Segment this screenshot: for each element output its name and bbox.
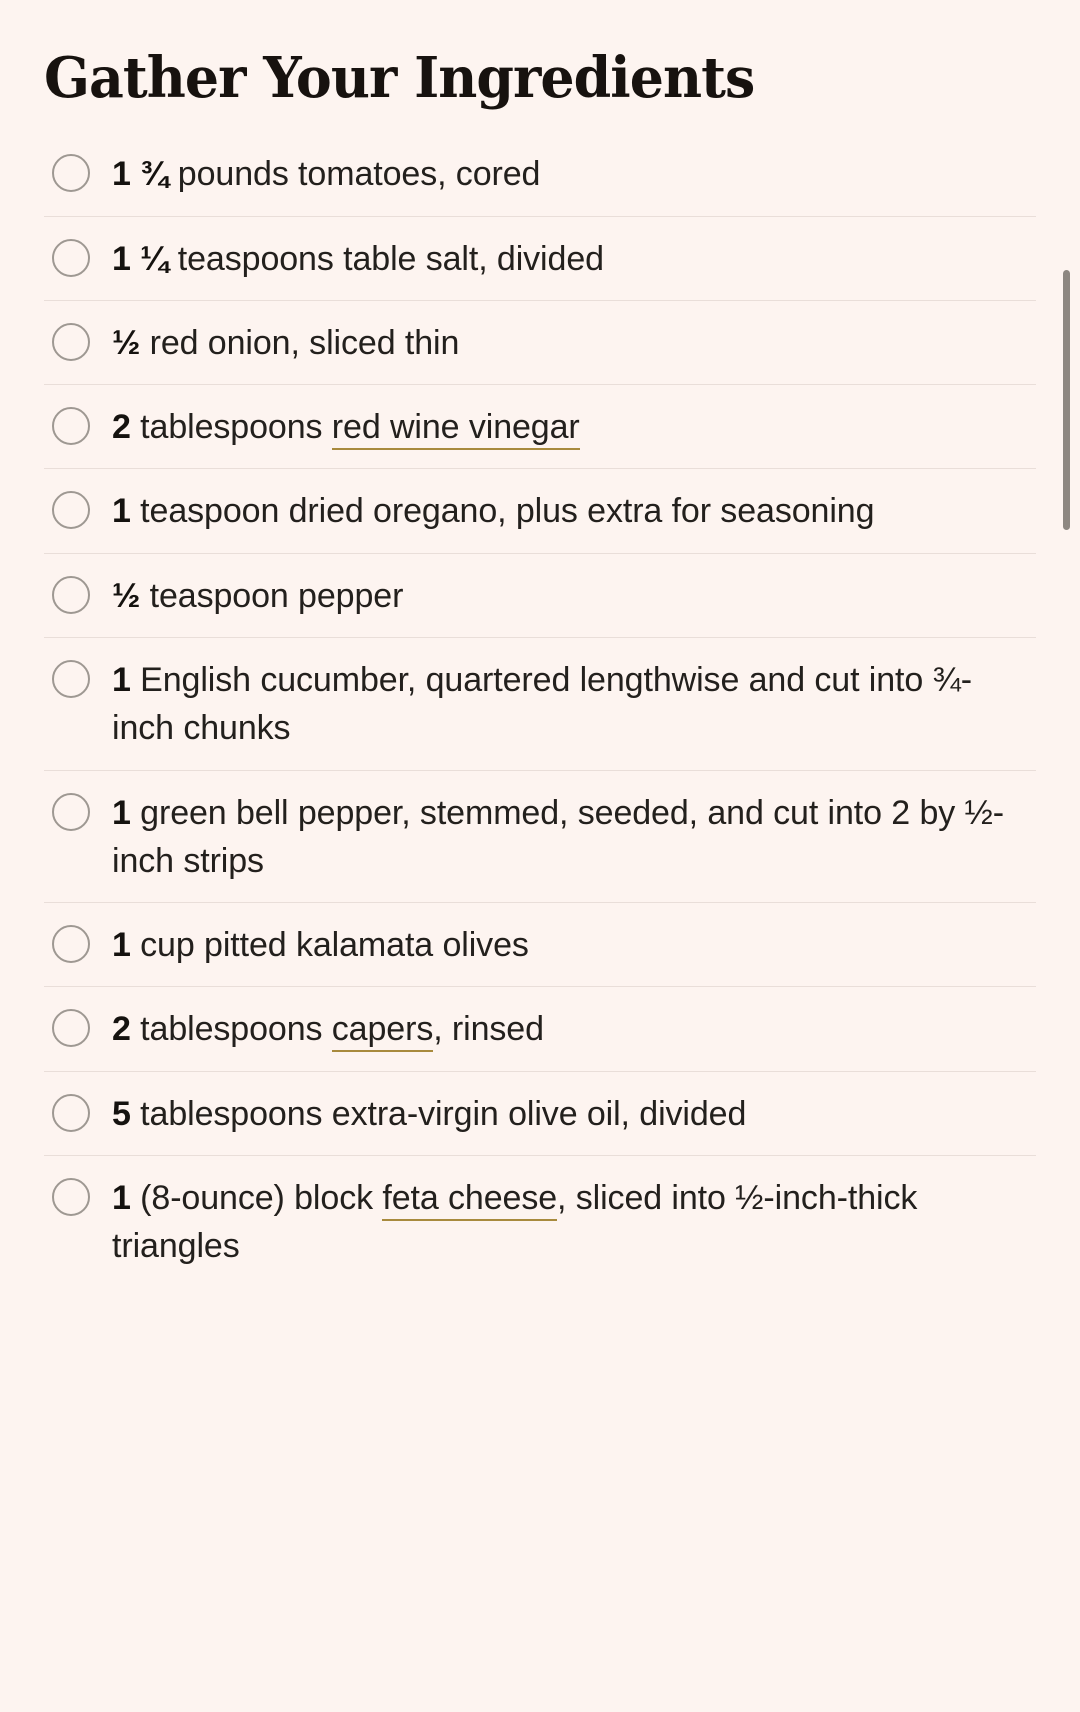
ingredient-text [112,1090,756,1138]
ingredient-checkbox[interactable] [52,1009,90,1047]
list-item[interactable] [44,217,1036,301]
ingredient-quantity: 1 [112,1178,131,1217]
vertical-scrollbar[interactable] [1063,270,1070,530]
ingredient-checkbox[interactable] [52,576,90,614]
list-item[interactable] [44,771,1036,904]
ingredient-checkbox[interactable] [52,239,90,277]
list-item[interactable] [44,903,1036,987]
ingredient-link[interactable]: red wine vinegar [332,408,580,450]
ingredient-quantity: 2 [112,408,131,447]
list-item[interactable] [44,638,1036,771]
ingredient-link[interactable]: capers [332,1010,433,1052]
ingredient-text [112,487,884,535]
ingredient-quantity: ½ [112,323,141,362]
list-item[interactable] [44,132,1036,216]
ingredient-checkbox[interactable] [52,323,90,361]
list-item[interactable] [44,987,1036,1071]
ingredient-text [112,921,539,969]
ingredient-text [112,656,1036,753]
ingredient-text [112,150,550,198]
ingredient-checkbox[interactable] [52,660,90,698]
ingredient-checkbox[interactable] [52,1178,90,1216]
ingredient-link[interactable]: feta cheese [382,1179,557,1221]
ingredient-text [112,1005,554,1053]
ingredient-quantity: 1 [112,492,131,531]
ingredient-list [44,132,1036,1287]
ingredient-text [112,789,1036,886]
ingredient-description: teaspoons table salt, divided [168,239,604,278]
list-item[interactable] [44,469,1036,553]
ingredient-text [112,403,590,451]
ingredient-description: tablespoons [130,1010,332,1049]
ingredient-description: teaspoon dried oregano, plus extra for seasoning [130,492,875,531]
ingredient-description: English cucumber, quartered lengthwise and cut into ¾-inch chunks [112,660,973,748]
ingredient-quantity: 1 [112,926,131,965]
list-item[interactable] [44,1072,1036,1156]
ingredient-description: green bell pepper, stemmed, seeded, and cut into 2 by ½-inch strips [112,793,1004,880]
ingredient-description: tablespoons [130,408,332,447]
ingredient-description: pounds tomatoes, cored [168,155,541,194]
list-item[interactable] [44,1156,1036,1288]
ingredient-description: cup pitted kalamata olives [130,926,529,965]
ingredient-description: , sliced into ½-inch-thick triangles [112,1178,918,1266]
ingredient-description: teaspoon pepper [140,576,404,615]
ingredient-text [112,1174,1036,1271]
list-item[interactable] [44,301,1036,385]
ingredient-checkbox[interactable] [52,1094,90,1132]
ingredient-description: red onion, sliced thin [140,323,460,362]
ingredient-checkbox[interactable] [52,793,90,831]
ingredient-checkbox[interactable] [52,925,90,963]
list-item[interactable] [44,554,1036,638]
page-title: Gather Your Ingredients [44,45,755,111]
ingredient-description: , rinsed [433,1010,544,1049]
ingredient-checkbox[interactable] [52,491,90,529]
ingredient-text [112,572,413,620]
ingredient-quantity: 2 [112,1010,131,1049]
ingredient-text [112,235,614,283]
ingredient-quantity: 1 ¾ [112,155,169,194]
ingredient-quantity: 1 ¼ [112,239,169,278]
list-item[interactable] [44,385,1036,469]
ingredient-checkbox[interactable] [52,154,90,192]
ingredient-quantity: ½ [112,576,141,615]
ingredient-description: (8-ounce) block [130,1178,383,1217]
ingredient-quantity: 1 [112,793,131,832]
ingredient-description: tablespoons extra-virgin olive oil, divided [130,1094,747,1133]
ingredient-quantity: 1 [112,660,131,699]
ingredient-text [112,319,469,367]
ingredient-checkbox[interactable] [52,407,90,445]
ingredient-quantity: 5 [112,1094,131,1133]
